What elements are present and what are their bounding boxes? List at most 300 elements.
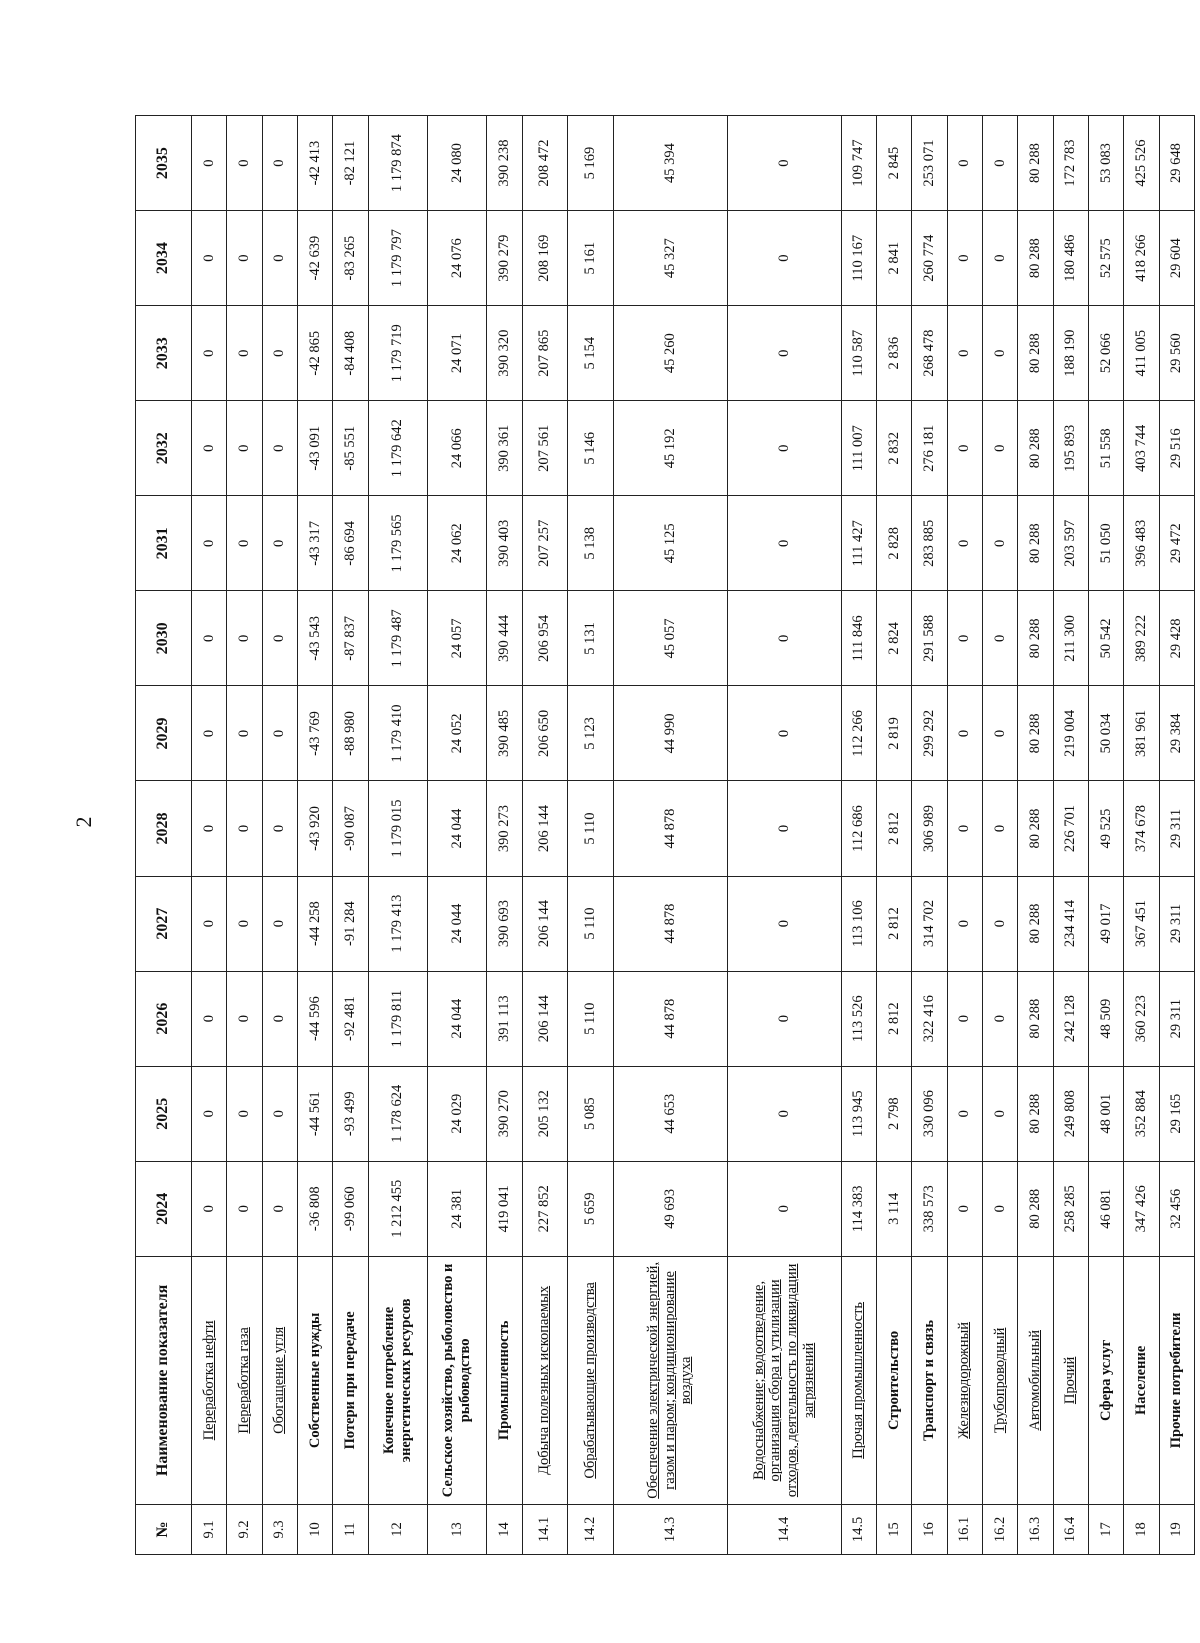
value-cell: 0 xyxy=(262,591,297,686)
value-cell: 111 007 xyxy=(841,401,876,496)
value-cell: 49 017 xyxy=(1088,876,1123,971)
indicator-name-cell xyxy=(227,1256,262,1504)
value-cell: 360 223 xyxy=(1124,971,1159,1066)
value-cell: 0 xyxy=(947,211,982,306)
value-cell: 0 xyxy=(192,1066,227,1161)
indicator-name-cell xyxy=(522,1256,568,1504)
value-cell: 29 384 xyxy=(1159,686,1194,781)
value-cell: 44 878 xyxy=(613,876,727,971)
table-row xyxy=(613,116,727,1555)
value-cell: 0 xyxy=(192,496,227,591)
header-year: 2029 xyxy=(136,686,192,781)
table-row xyxy=(192,116,227,1555)
value-cell: 5 154 xyxy=(568,306,614,401)
value-cell: 111 846 xyxy=(841,591,876,686)
value-cell: 291 588 xyxy=(912,591,947,686)
value-cell: 0 xyxy=(727,781,841,876)
value-cell: 111 427 xyxy=(841,496,876,591)
table-row xyxy=(1088,116,1123,1555)
value-cell: 0 xyxy=(982,401,1017,496)
value-cell: 227 852 xyxy=(522,1161,568,1256)
row-number: 16.4 xyxy=(1053,1504,1088,1554)
value-cell: 0 xyxy=(982,876,1017,971)
table-row xyxy=(262,116,297,1555)
value-cell: 411 005 xyxy=(1124,306,1159,401)
value-cell: 2 824 xyxy=(876,591,911,686)
value-cell: -82 121 xyxy=(333,116,368,211)
indicator-name: Добыча полезных ископаемых xyxy=(536,1285,553,1475)
value-cell: 206 144 xyxy=(522,876,568,971)
value-cell: 113 526 xyxy=(841,971,876,1066)
value-cell: 0 xyxy=(982,781,1017,876)
table-row xyxy=(727,116,841,1555)
value-cell: 0 xyxy=(947,116,982,211)
value-cell: 49 525 xyxy=(1088,781,1123,876)
value-cell: 0 xyxy=(262,116,297,211)
header-year: 2032 xyxy=(136,401,192,496)
value-cell: 2 812 xyxy=(876,876,911,971)
value-cell: -44 561 xyxy=(297,1066,332,1161)
value-cell: -83 265 xyxy=(333,211,368,306)
value-cell: 390 485 xyxy=(487,686,522,781)
value-cell: 203 597 xyxy=(1053,496,1088,591)
value-cell: 24 076 xyxy=(427,211,486,306)
value-cell: 207 561 xyxy=(522,401,568,496)
indicator-name: Промышленность xyxy=(496,1320,512,1441)
value-cell: 2 819 xyxy=(876,686,911,781)
header-year: 2028 xyxy=(136,781,192,876)
value-cell: 419 041 xyxy=(487,1161,522,1256)
header-number: № xyxy=(136,1504,192,1554)
header-year: 2026 xyxy=(136,971,192,1066)
value-cell: -88 980 xyxy=(333,686,368,781)
value-cell: 0 xyxy=(262,401,297,496)
value-cell: 29 560 xyxy=(1159,306,1194,401)
value-cell: 29 311 xyxy=(1159,876,1194,971)
value-cell: 1 179 874 xyxy=(368,116,427,211)
rotated-table-sheet xyxy=(135,115,1195,1555)
table-row xyxy=(568,116,614,1555)
indicator-name-cell xyxy=(1159,1256,1194,1504)
value-cell: 48 001 xyxy=(1088,1066,1123,1161)
value-cell: 110 587 xyxy=(841,306,876,401)
value-cell: 29 428 xyxy=(1159,591,1194,686)
value-cell: -42 639 xyxy=(297,211,332,306)
value-cell: 50 542 xyxy=(1088,591,1123,686)
value-cell: 390 693 xyxy=(487,876,522,971)
value-cell: 188 190 xyxy=(1053,306,1088,401)
value-cell: 80 288 xyxy=(1018,971,1053,1066)
indicator-name: Собственные нужды xyxy=(306,1312,323,1449)
value-cell: 45 327 xyxy=(613,211,727,306)
value-cell: -36 808 xyxy=(297,1161,332,1256)
value-cell: 0 xyxy=(192,211,227,306)
value-cell: 29 648 xyxy=(1159,116,1194,211)
value-cell: 322 416 xyxy=(912,971,947,1066)
value-cell: 2 832 xyxy=(876,401,911,496)
value-cell: 45 057 xyxy=(613,591,727,686)
header-indicator-name: Наименование показателя xyxy=(136,1256,192,1504)
value-cell: 0 xyxy=(982,496,1017,591)
value-cell: 0 xyxy=(227,971,262,1066)
value-cell: 390 279 xyxy=(487,211,522,306)
indicator-name: Прочий xyxy=(1062,1356,1079,1405)
value-cell: 51 558 xyxy=(1088,401,1123,496)
value-cell: -43 091 xyxy=(297,401,332,496)
value-cell: 226 701 xyxy=(1053,781,1088,876)
value-cell: 53 083 xyxy=(1088,116,1123,211)
value-cell: 367 451 xyxy=(1124,876,1159,971)
header-year: 2031 xyxy=(136,496,192,591)
value-cell: 113 945 xyxy=(841,1066,876,1161)
value-cell: 32 456 xyxy=(1159,1161,1194,1256)
table-row xyxy=(487,116,522,1555)
value-cell: 205 132 xyxy=(522,1066,568,1161)
indicator-name: Трубопроводный xyxy=(991,1327,1008,1434)
value-cell: 2 841 xyxy=(876,211,911,306)
value-cell: 0 xyxy=(192,306,227,401)
value-cell: 0 xyxy=(982,591,1017,686)
value-cell: 80 288 xyxy=(1018,781,1053,876)
value-cell: 29 311 xyxy=(1159,781,1194,876)
table-row xyxy=(982,116,1017,1555)
indicator-name: Конечное потребление энергетических ресурсов xyxy=(381,1298,414,1463)
value-cell: 390 403 xyxy=(487,496,522,591)
value-cell: 46 081 xyxy=(1088,1161,1123,1256)
value-cell: 24 062 xyxy=(427,496,486,591)
value-cell: 0 xyxy=(192,591,227,686)
indicator-name: Автомобильный xyxy=(1027,1330,1044,1431)
indicator-name-cell xyxy=(262,1256,297,1504)
value-cell: 299 292 xyxy=(912,686,947,781)
value-cell: 1 179 719 xyxy=(368,306,427,401)
value-cell: 0 xyxy=(947,686,982,781)
value-cell: 5 131 xyxy=(568,591,614,686)
value-cell: 29 516 xyxy=(1159,401,1194,496)
value-cell: 0 xyxy=(227,686,262,781)
table-row xyxy=(333,116,368,1555)
value-cell: 1 212 455 xyxy=(368,1161,427,1256)
table-row xyxy=(297,116,332,1555)
value-cell: 0 xyxy=(727,591,841,686)
row-number: 11 xyxy=(333,1504,368,1554)
value-cell: 0 xyxy=(947,781,982,876)
indicator-name: Транспорт и связь xyxy=(921,1319,938,1441)
row-number: 16 xyxy=(912,1504,947,1554)
value-cell: 0 xyxy=(947,971,982,1066)
value-cell: 0 xyxy=(192,401,227,496)
value-cell: 206 650 xyxy=(522,686,568,781)
value-cell: 314 702 xyxy=(912,876,947,971)
value-cell: 347 426 xyxy=(1124,1161,1159,1256)
value-cell: 253 071 xyxy=(912,116,947,211)
value-cell: 29 472 xyxy=(1159,496,1194,591)
page-number: 2 xyxy=(71,816,96,828)
value-cell: -44 596 xyxy=(297,971,332,1066)
row-number: 16.3 xyxy=(1018,1504,1053,1554)
value-cell: 206 144 xyxy=(522,971,568,1066)
value-cell: 0 xyxy=(262,686,297,781)
value-cell: 5 138 xyxy=(568,496,614,591)
value-cell: 24 052 xyxy=(427,686,486,781)
indicator-name-cell xyxy=(297,1256,332,1504)
indicator-name: Обрабатывающие производства xyxy=(582,1282,599,1479)
indicator-name-cell xyxy=(568,1256,614,1504)
value-cell: 45 260 xyxy=(613,306,727,401)
value-cell: 0 xyxy=(192,116,227,211)
value-cell: 0 xyxy=(982,1066,1017,1161)
value-cell: 258 285 xyxy=(1053,1161,1088,1256)
value-cell: 0 xyxy=(727,401,841,496)
value-cell: 0 xyxy=(947,401,982,496)
value-cell: 0 xyxy=(227,496,262,591)
value-cell: 1 179 642 xyxy=(368,401,427,496)
value-cell: 208 472 xyxy=(522,116,568,211)
value-cell: 390 273 xyxy=(487,781,522,876)
value-cell: -91 284 xyxy=(333,876,368,971)
value-cell: 260 774 xyxy=(912,211,947,306)
value-cell: 0 xyxy=(262,1161,297,1256)
value-cell: 0 xyxy=(947,496,982,591)
value-cell: 5 146 xyxy=(568,401,614,496)
indicator-name: Обогащение угля xyxy=(271,1326,288,1434)
value-cell: 390 444 xyxy=(487,591,522,686)
value-cell: 5 169 xyxy=(568,116,614,211)
indicator-name: Строительство xyxy=(885,1330,902,1430)
value-cell: 2 812 xyxy=(876,971,911,1066)
value-cell: 0 xyxy=(947,306,982,401)
value-cell: 24 044 xyxy=(427,876,486,971)
value-cell: 44 653 xyxy=(613,1066,727,1161)
value-cell: 0 xyxy=(727,1161,841,1256)
value-cell: 207 865 xyxy=(522,306,568,401)
value-cell: 51 050 xyxy=(1088,496,1123,591)
value-cell: 44 878 xyxy=(613,971,727,1066)
value-cell: -92 481 xyxy=(333,971,368,1066)
row-number: 16.1 xyxy=(947,1504,982,1554)
row-number: 9.3 xyxy=(262,1504,297,1554)
value-cell: 5 110 xyxy=(568,781,614,876)
indicator-name: Обеспечение электрической энергией, газом и паром; кондиционирование воздуха xyxy=(645,1262,695,1499)
value-cell: 24 044 xyxy=(427,781,486,876)
indicator-name: Железнодорожный xyxy=(956,1321,973,1439)
value-cell: 0 xyxy=(227,401,262,496)
value-cell: 80 288 xyxy=(1018,211,1053,306)
value-cell: 45 192 xyxy=(613,401,727,496)
value-cell: 1 179 413 xyxy=(368,876,427,971)
indicator-name: Сельское хозяйство, рыболовство и рыбоводство xyxy=(440,1263,474,1498)
value-cell: 0 xyxy=(727,1066,841,1161)
row-number: 13 xyxy=(427,1504,486,1554)
value-cell: 0 xyxy=(982,116,1017,211)
value-cell: 0 xyxy=(262,781,297,876)
value-cell: 44 878 xyxy=(613,781,727,876)
value-cell: 112 686 xyxy=(841,781,876,876)
row-number: 14.3 xyxy=(613,1504,727,1554)
value-cell: 2 836 xyxy=(876,306,911,401)
value-cell: 0 xyxy=(947,1161,982,1256)
table-header-row xyxy=(136,116,192,1555)
indicator-name: Переработка нефти xyxy=(200,1320,217,1441)
value-cell: 80 288 xyxy=(1018,496,1053,591)
value-cell: 206 954 xyxy=(522,591,568,686)
value-cell: 2 845 xyxy=(876,116,911,211)
value-cell: -43 769 xyxy=(297,686,332,781)
value-cell: 0 xyxy=(227,211,262,306)
value-cell: 29 311 xyxy=(1159,971,1194,1066)
indicator-name-cell xyxy=(947,1256,982,1504)
value-cell: 0 xyxy=(727,116,841,211)
value-cell: 80 288 xyxy=(1018,116,1053,211)
value-cell: 195 893 xyxy=(1053,401,1088,496)
value-cell: 1 179 410 xyxy=(368,686,427,781)
row-number: 14.5 xyxy=(841,1504,876,1554)
value-cell: 1 178 624 xyxy=(368,1066,427,1161)
header-year: 2035 xyxy=(136,116,192,211)
indicator-name-cell xyxy=(487,1256,522,1504)
value-cell: 2 828 xyxy=(876,496,911,591)
value-cell: 374 678 xyxy=(1124,781,1159,876)
value-cell: 24 381 xyxy=(427,1161,486,1256)
indicator-name-cell xyxy=(333,1256,368,1504)
table-row xyxy=(1018,116,1053,1555)
value-cell: -85 551 xyxy=(333,401,368,496)
indicator-name-cell xyxy=(982,1256,1017,1504)
value-cell: 5 085 xyxy=(568,1066,614,1161)
row-number: 14 xyxy=(487,1504,522,1554)
table-row xyxy=(427,116,486,1555)
row-number: 19 xyxy=(1159,1504,1194,1554)
value-cell: 0 xyxy=(227,781,262,876)
value-cell: 330 096 xyxy=(912,1066,947,1161)
value-cell: 0 xyxy=(227,876,262,971)
value-cell: 390 361 xyxy=(487,401,522,496)
value-cell: 1 179 565 xyxy=(368,496,427,591)
table-row xyxy=(876,116,911,1555)
value-cell: 0 xyxy=(727,306,841,401)
indicator-name-cell xyxy=(368,1256,427,1504)
indicator-name-cell xyxy=(841,1256,876,1504)
value-cell: 0 xyxy=(947,591,982,686)
value-cell: 44 990 xyxy=(613,686,727,781)
row-number: 16.2 xyxy=(982,1504,1017,1554)
value-cell: 110 167 xyxy=(841,211,876,306)
table-row xyxy=(522,116,568,1555)
table-row xyxy=(912,116,947,1555)
value-cell: 24 066 xyxy=(427,401,486,496)
value-cell: 109 747 xyxy=(841,116,876,211)
value-cell: 0 xyxy=(227,116,262,211)
value-cell: 219 004 xyxy=(1053,686,1088,781)
value-cell: 0 xyxy=(227,591,262,686)
indicator-name-cell xyxy=(427,1256,486,1504)
value-cell: 5 659 xyxy=(568,1161,614,1256)
header-year: 2025 xyxy=(136,1066,192,1161)
value-cell: 249 808 xyxy=(1053,1066,1088,1161)
header-year: 2033 xyxy=(136,306,192,401)
indicator-name-cell xyxy=(876,1256,911,1504)
value-cell: 24 044 xyxy=(427,971,486,1066)
value-cell: -87 837 xyxy=(333,591,368,686)
value-cell: 0 xyxy=(947,1066,982,1161)
indicator-name: Прочая промышленность xyxy=(850,1301,867,1459)
value-cell: -43 543 xyxy=(297,591,332,686)
value-cell: 80 288 xyxy=(1018,591,1053,686)
value-cell: 29 604 xyxy=(1159,211,1194,306)
value-cell: 0 xyxy=(262,876,297,971)
indicator-name: Потери при передаче xyxy=(342,1311,359,1450)
table-row xyxy=(227,116,262,1555)
value-cell: 0 xyxy=(262,211,297,306)
value-cell: 0 xyxy=(262,1066,297,1161)
header-year: 2030 xyxy=(136,591,192,686)
value-cell: -42 413 xyxy=(297,116,332,211)
row-number: 17 xyxy=(1088,1504,1123,1554)
table-row xyxy=(1159,116,1194,1555)
value-cell: 5 110 xyxy=(568,876,614,971)
value-cell: 80 288 xyxy=(1018,306,1053,401)
value-cell: -90 087 xyxy=(333,781,368,876)
value-cell: 0 xyxy=(727,211,841,306)
value-cell: 45 394 xyxy=(613,116,727,211)
value-cell: 0 xyxy=(227,1066,262,1161)
value-cell: 206 144 xyxy=(522,781,568,876)
indicator-name: Водоснабжение; водоотведение, организация сбора и утилизации отходов, деятельность по ликвидации загрязнений xyxy=(750,1263,817,1498)
row-number: 18 xyxy=(1124,1504,1159,1554)
value-cell: 0 xyxy=(727,971,841,1066)
value-cell: 80 288 xyxy=(1018,686,1053,781)
value-cell: 207 257 xyxy=(522,496,568,591)
value-cell: -84 408 xyxy=(333,306,368,401)
table-row xyxy=(841,116,876,1555)
value-cell: 0 xyxy=(227,1161,262,1256)
value-cell: 389 222 xyxy=(1124,591,1159,686)
value-cell: -44 258 xyxy=(297,876,332,971)
value-cell: 0 xyxy=(982,211,1017,306)
row-number: 14.4 xyxy=(727,1504,841,1554)
value-cell: 5 110 xyxy=(568,971,614,1066)
value-cell: 352 884 xyxy=(1124,1066,1159,1161)
value-cell: 390 238 xyxy=(487,116,522,211)
indicator-name-cell xyxy=(1053,1256,1088,1504)
value-cell: -93 499 xyxy=(333,1066,368,1161)
value-cell: 283 885 xyxy=(912,496,947,591)
value-cell: 24 057 xyxy=(427,591,486,686)
value-cell: -43 920 xyxy=(297,781,332,876)
value-cell: 0 xyxy=(727,686,841,781)
indicator-name: Переработка газа xyxy=(236,1327,253,1434)
value-cell: 180 486 xyxy=(1053,211,1088,306)
row-number: 14.2 xyxy=(568,1504,614,1554)
value-cell: 242 128 xyxy=(1053,971,1088,1066)
table-row xyxy=(1124,116,1159,1555)
value-cell: 0 xyxy=(982,1161,1017,1256)
indicator-name-cell xyxy=(192,1256,227,1504)
value-cell: 396 483 xyxy=(1124,496,1159,591)
value-cell: 29 165 xyxy=(1159,1066,1194,1161)
value-cell: 52 066 xyxy=(1088,306,1123,401)
row-number: 15 xyxy=(876,1504,911,1554)
row-number: 10 xyxy=(297,1504,332,1554)
value-cell: 403 744 xyxy=(1124,401,1159,496)
value-cell: 0 xyxy=(982,971,1017,1066)
header-year: 2024 xyxy=(136,1161,192,1256)
value-cell: 0 xyxy=(262,496,297,591)
value-cell: -99 060 xyxy=(333,1161,368,1256)
value-cell: 208 169 xyxy=(522,211,568,306)
value-cell: 80 288 xyxy=(1018,876,1053,971)
value-cell: 418 266 xyxy=(1124,211,1159,306)
